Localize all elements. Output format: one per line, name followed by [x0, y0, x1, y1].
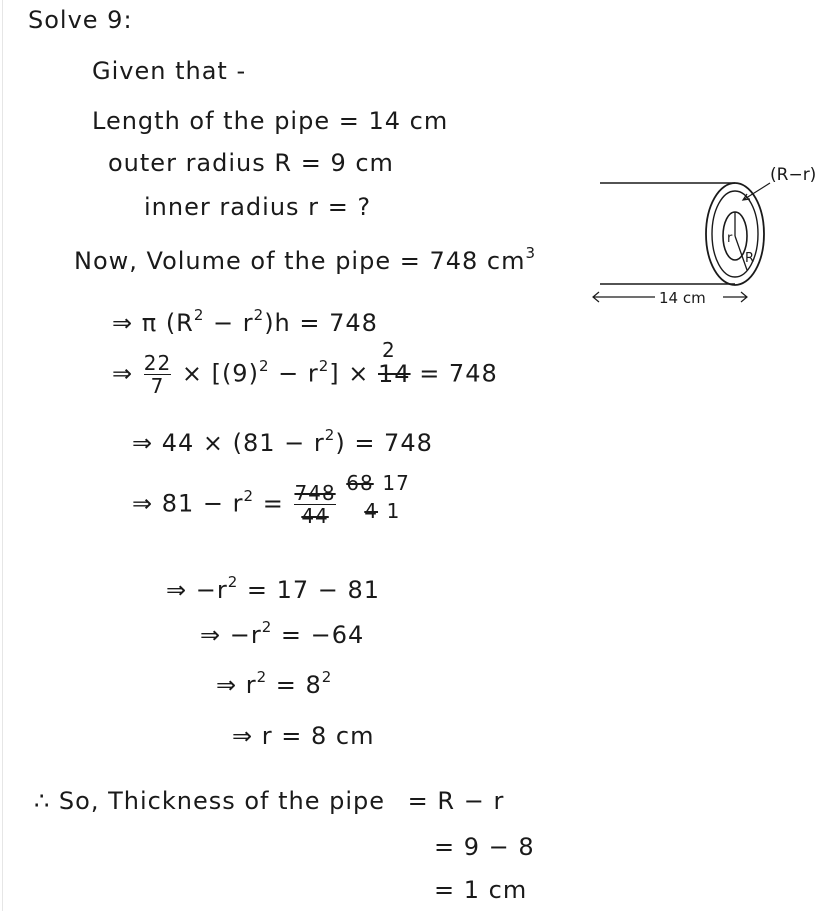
step-1-mid: − r: [204, 309, 254, 337]
step-5-lead: ⇒ −r: [166, 576, 228, 604]
given-intro: Given that -: [92, 57, 247, 85]
step-2-end: = 748: [410, 359, 498, 388]
step-6: [200, 620, 364, 649]
step-4-side-3: 4: [364, 499, 379, 523]
volume-unit-exponent: 3: [525, 244, 537, 262]
step-7-exp: 2: [256, 668, 268, 686]
solution-heading: Solve 9:: [28, 6, 133, 34]
inner-radius-label: inner radius r: [144, 193, 320, 221]
pipe-diagram: [575, 150, 825, 320]
step-1-exp-1: 2: [193, 306, 205, 324]
step-7: [216, 670, 332, 699]
step-2: [112, 337, 498, 398]
outer-radius-label: R: [745, 251, 755, 266]
step-2-numerator: 22: [143, 351, 172, 375]
step-7-exp-2: 2: [321, 668, 333, 686]
step-2-exp-1: 2: [258, 356, 270, 375]
conclusion-line: [34, 787, 504, 815]
outer-radius-value: = 9 cm: [300, 149, 394, 177]
volume-label: Now, Volume of the pipe: [74, 247, 392, 275]
step-5: [166, 575, 380, 604]
step-2-body: × [(9): [181, 359, 259, 388]
inner-radius-label: r: [727, 231, 733, 246]
page-margin: [2, 0, 3, 911]
given-length: [92, 107, 448, 135]
step-6-lead: ⇒ −r: [200, 621, 262, 649]
conclusion-label: So, Thickness of the pipe: [58, 787, 386, 815]
step-6-exp: 2: [261, 618, 273, 636]
conclusion-result-3: = 1 cm: [434, 876, 528, 904]
volume-line: [74, 246, 536, 275]
length-label: Length of the pipe: [92, 107, 331, 135]
step-2-cancelled: 14: [378, 359, 411, 388]
step-4-side-1: 68: [346, 471, 374, 495]
step-4-fraction: [294, 482, 335, 527]
step-4-side-work: [346, 468, 410, 524]
step-4: [132, 471, 410, 538]
step-4-side-4: 1: [386, 499, 401, 523]
step-2-exp-2: 2: [318, 356, 330, 375]
step-7-mid: = 8: [267, 671, 322, 699]
step-3-tail: ) = 748: [335, 429, 433, 457]
step-2-lead: ⇒: [112, 359, 134, 388]
given-outer-radius: [108, 149, 394, 177]
length-label: 14 cm: [659, 289, 706, 307]
inner-radius-value: = ?: [327, 193, 372, 221]
given-inner-radius: [144, 193, 371, 221]
thickness-label: (R−r): [770, 165, 817, 185]
step-8: ⇒ r = 8 cm: [232, 722, 375, 750]
conclusion-result-2: = 9 − 8: [434, 833, 535, 861]
step-2-mid: − r: [269, 359, 319, 388]
step-2-cancel-group: [378, 337, 411, 388]
step-4-numerator: 748: [294, 481, 336, 505]
step-1-tail: )h = 748: [264, 309, 378, 337]
step-2-above: 2: [382, 337, 396, 362]
step-3-lead: ⇒ 44 × (81 − r: [132, 429, 325, 457]
step-1-lead: ⇒ π (R: [112, 309, 194, 337]
step-3-exp: 2: [324, 426, 336, 444]
thickness-pointer: [743, 183, 770, 200]
outer-radius-label: outer radius R: [108, 149, 293, 177]
step-5-tail: = 17 − 81: [238, 576, 381, 604]
step-2-fraction: [144, 352, 171, 397]
step-4-side-2: 17: [382, 471, 410, 495]
step-4-denominator: 44: [301, 504, 329, 528]
volume-value: 748 cm: [429, 247, 526, 275]
step-4-lead: ⇒ 81 − r: [132, 489, 244, 518]
conclusion-result-1: = R − r: [407, 787, 505, 815]
step-1-exp-2: 2: [253, 306, 265, 324]
step-5-exp: 2: [227, 573, 239, 591]
step-2-close: ] ×: [329, 359, 379, 388]
step-1: [112, 308, 378, 337]
therefore-symbol: ∴: [34, 787, 51, 815]
step-2-denominator: 7: [150, 374, 165, 398]
volume-equals: =: [399, 247, 421, 275]
length-value: = 14 cm: [338, 107, 449, 135]
step-3: [132, 428, 433, 457]
step-6-tail: = −64: [272, 621, 365, 649]
step-4-equals: =: [254, 489, 284, 518]
step-7-lead: ⇒ r: [216, 671, 257, 699]
step-4-exp: 2: [243, 486, 255, 505]
